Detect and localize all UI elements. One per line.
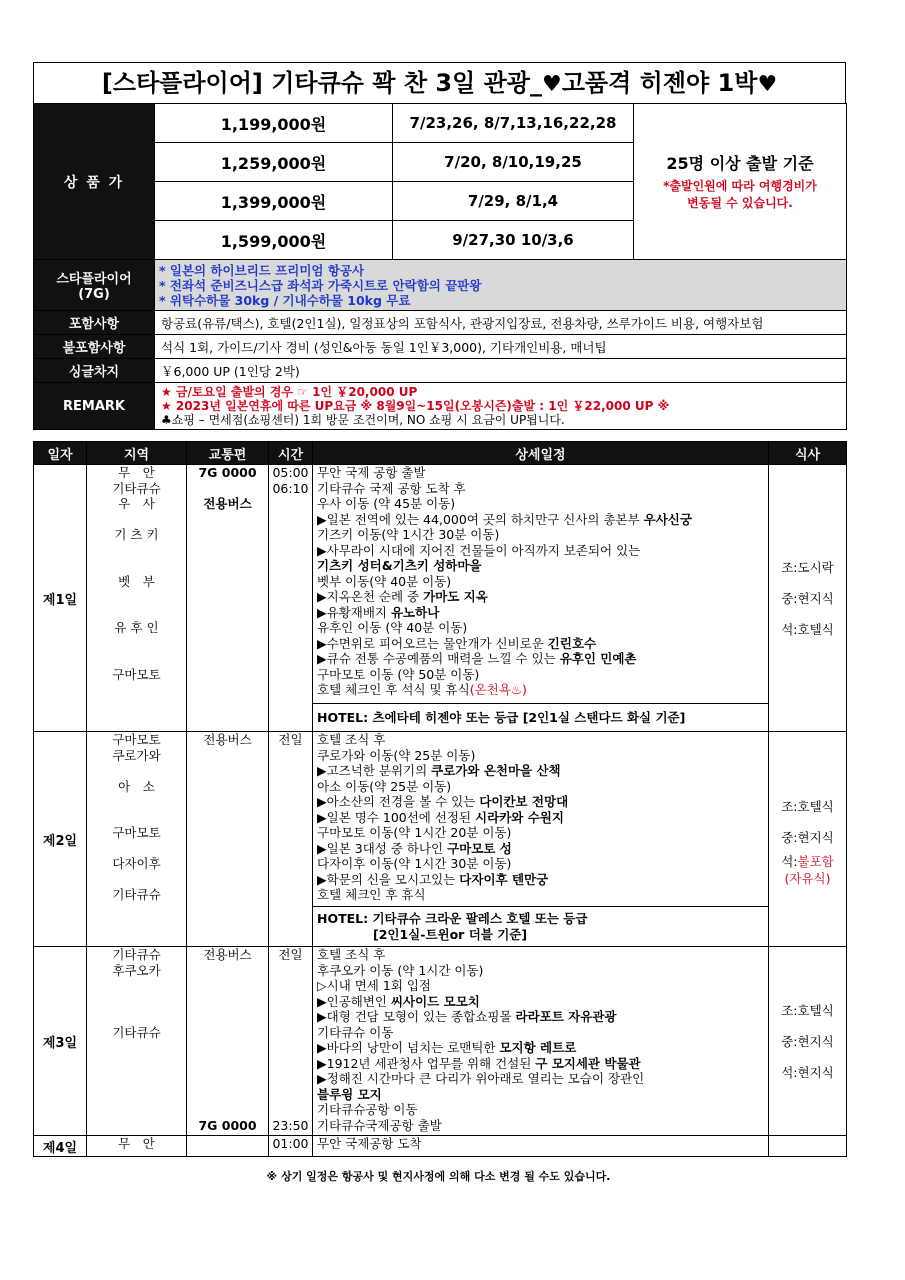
meal-day-4 bbox=[769, 1136, 847, 1157]
title-text-2: 고품격 히젠야 1박 bbox=[561, 69, 758, 97]
transport-day-1 bbox=[187, 465, 269, 732]
dates-4: 9/27,30 10/3,6 bbox=[393, 221, 634, 260]
meal-breakfast: 조:도시락 bbox=[781, 559, 834, 575]
list-item bbox=[89, 794, 184, 810]
remark-label: REMARK bbox=[34, 383, 155, 430]
header-day: 일자 bbox=[34, 442, 87, 465]
list-item bbox=[89, 810, 184, 826]
title-text: [스타플라이어] 기타큐슈 꽉 찬 3일 관광_ bbox=[101, 69, 542, 97]
detail-line: 기타큐슈국제공항 출발 bbox=[317, 1117, 442, 1133]
list-item bbox=[89, 558, 184, 574]
meals-day-2 bbox=[769, 732, 847, 947]
meal-breakfast: 조:호텔식 bbox=[781, 1002, 834, 1018]
detail-line: 기타큐슈 국제 공항 도착 후 bbox=[317, 480, 466, 496]
detail-line: 구마모토 이동 (약 50분 이동) bbox=[317, 666, 480, 682]
times-day-2 bbox=[269, 732, 313, 947]
departure-basis-title: 25명 이상 출발 기준 bbox=[666, 154, 814, 173]
list-item: 기 츠 키 bbox=[114, 527, 159, 542]
list-item: 벳 부 bbox=[118, 573, 155, 589]
regions-day-3 bbox=[87, 947, 187, 1136]
detail-line: 다자이후 이동(약 1시간 30분 이동) bbox=[317, 856, 512, 871]
page-title bbox=[33, 62, 846, 104]
detail-line: ▶아소산의 전경을 볼 수 있는 다이칸보 전망대 bbox=[317, 794, 569, 809]
transport-bus: 전용버스 bbox=[203, 947, 252, 962]
list-item: 7G 0000 bbox=[198, 465, 257, 480]
detail-line: 아소 이동(약 25분 이동) bbox=[317, 778, 452, 794]
list-item bbox=[89, 994, 184, 1010]
heart-icon-2: ♥ bbox=[757, 72, 778, 97]
transport-day-3 bbox=[187, 947, 269, 1136]
dates-3: 7/29, 8/1,4 bbox=[393, 182, 634, 221]
header-region: 지역 bbox=[87, 442, 187, 465]
schedule-table bbox=[33, 441, 847, 1157]
list-item bbox=[89, 872, 184, 888]
list-item: 쿠로가와 bbox=[112, 747, 161, 763]
single-label: 싱글차지 bbox=[34, 359, 155, 383]
detail-line: 기타큐슈 이동 bbox=[317, 1024, 394, 1040]
detail-line: 호텔 체크인 후 석식 및 휴식(온천욕♨) bbox=[317, 682, 527, 697]
detail-line: ▶정해진 시간마다 큰 다리가 위아래로 열리는 모습이 장관인 bbox=[317, 1071, 645, 1086]
meal-lunch: 중:현지식 bbox=[781, 1033, 834, 1049]
departure-basis bbox=[634, 104, 847, 260]
detail-line: ▶인공해변인 씨사이드 모모치 bbox=[317, 993, 480, 1009]
price-2: 1,259,000원 bbox=[155, 143, 393, 182]
meal-lunch: 중:현지식 bbox=[781, 830, 834, 845]
detail-line: 기츠키 성터&기츠키 성하마을 bbox=[317, 558, 482, 573]
list-item: 우 사 bbox=[118, 496, 155, 511]
transport-flight: 7G 0000 bbox=[198, 1117, 257, 1133]
details-day-3 bbox=[313, 947, 769, 1136]
detail-line: ▶큐슈 전통 수공예품의 매력을 느낄 수 있는 유후인 민예촌 bbox=[317, 651, 637, 666]
list-item bbox=[89, 636, 184, 652]
info-table bbox=[33, 103, 847, 430]
detail-line: ▶고즈넉한 분위기의 쿠로가와 온천마을 산책 bbox=[317, 763, 561, 778]
hotel-day-1: HOTEL: 츠에타테 히젠야 또는 등급 [2인1실 스탠다드 화실 기준] bbox=[313, 704, 769, 732]
detail-line: ▶바다의 낭만이 넘치는 로맨틱한 모지항 레트로 bbox=[317, 1040, 577, 1055]
airline-line: * 전좌석 준비즈니스급 좌석과 가죽시트로 안락함의 끝판왕 bbox=[159, 277, 482, 293]
list-item: 다자이후 bbox=[112, 856, 161, 871]
list-item: 05:00 bbox=[272, 465, 309, 480]
meal-breakfast: 조:호텔식 bbox=[781, 799, 834, 814]
excluded-text: 석식 1회, 가이드/기사 경비 (성인&아동 동일 1인￥3,000), 기타개인비용, 매너팁 bbox=[155, 335, 847, 359]
meals-day-3 bbox=[769, 947, 847, 1136]
list-item bbox=[89, 763, 184, 779]
list-item: 아 소 bbox=[118, 778, 155, 794]
detail-line: ▶사무라이 시대에 지어진 건물들이 아직까지 보존되어 있는 bbox=[317, 542, 641, 558]
regions-day-1 bbox=[87, 465, 187, 732]
day-1: 제1일 bbox=[34, 465, 87, 732]
list-item: 전일 bbox=[278, 732, 303, 747]
price-1: 1,199,000원 bbox=[155, 104, 393, 143]
detail-line: ▶일본 명수 100선에 선정된 시라카와 수원지 bbox=[317, 809, 564, 825]
included-text: 항공료(유류/택스), 호텔(2인1실), 일정표상의 포함식사, 관광지입장료, 전용차량, 쓰루가이드 비용, 여행자보험 bbox=[155, 311, 847, 335]
airline-line: * 일본의 하이브리드 프리미엄 항공사 bbox=[159, 262, 365, 278]
list-item bbox=[89, 512, 184, 528]
detail-line: ▶일본 3대성 중 하나인 구마모토 성 bbox=[317, 840, 512, 856]
day-2: 제2일 bbox=[34, 732, 87, 947]
day-3: 제3일 bbox=[34, 947, 87, 1136]
transport-day-4 bbox=[187, 1136, 269, 1157]
list-item: 구마모토 bbox=[112, 732, 161, 747]
price-label: 상 품 가 bbox=[34, 104, 155, 260]
detail-line: 우사 이동 (약 45분 이동) bbox=[317, 496, 456, 511]
detail-line: 기타큐슈공항 이동 bbox=[317, 1102, 418, 1117]
time-day-4: 01:00 bbox=[269, 1136, 313, 1157]
list-item bbox=[89, 605, 184, 621]
detail-line: 구마모토 이동(약 1시간 20분 이동) bbox=[317, 825, 512, 840]
list-item: 전용버스 bbox=[203, 496, 252, 511]
list-item bbox=[189, 481, 266, 497]
detail-line: ▶대형 건담 모형이 있는 종합쇼핑몰 라라포트 자유관광 bbox=[317, 1009, 617, 1024]
detail-line: 호텔 체크인 후 휴식 bbox=[317, 887, 426, 902]
header-time: 시간 bbox=[269, 442, 313, 465]
list-item: 06:10 bbox=[272, 480, 309, 496]
detail-line: 벳부 이동(약 40분 이동) bbox=[317, 573, 452, 589]
list-item bbox=[89, 1009, 184, 1025]
list-item: 기타큐슈 bbox=[112, 1024, 161, 1040]
details-day-2 bbox=[313, 732, 769, 907]
regions-day-2 bbox=[87, 732, 187, 947]
times-day-3 bbox=[269, 947, 313, 1136]
detail-line: 쿠로가와 이동(약 25분 이동) bbox=[317, 747, 476, 763]
airline-line: * 위탁수하물 30kg / 기내수하물 10kg 무료 bbox=[159, 292, 411, 308]
included-label: 포함사항 bbox=[34, 311, 155, 335]
details-day-1 bbox=[313, 465, 769, 704]
price-3: 1,399,000원 bbox=[155, 182, 393, 221]
meal-lunch: 중:현지식 bbox=[781, 590, 834, 606]
time-depart: 23:50 bbox=[272, 1117, 309, 1133]
hotel-day-2: HOTEL: 기타큐슈 크라운 팔레스 호텔 또는 등급 [2인1실-트윈or 더블 기준] bbox=[313, 907, 769, 947]
meal-dinner: 석:불포함 (자유식) bbox=[781, 854, 834, 886]
list-item: 구마모토 bbox=[112, 825, 161, 840]
detail-line: 유후인 이동 (약 40분 이동) bbox=[317, 620, 468, 635]
list-item: 기타큐슈 bbox=[112, 887, 161, 902]
remark-line: ★ 금/토요일 출발의 경우 ☞ 1인 ￥20,000 UP bbox=[161, 385, 418, 399]
time-allday: 전일 bbox=[278, 947, 303, 962]
detail-line: ▶지옥온천 순례 중 가마도 지옥 bbox=[317, 589, 488, 604]
footnote: ※ 상기 일정은 항공사 및 현지사정에 의해 다소 변경 될 수도 있습니다. bbox=[266, 1170, 611, 1183]
detail-line: 블루윙 모지 bbox=[317, 1086, 382, 1102]
list-item: 후쿠오카 bbox=[112, 962, 161, 978]
header-detail: 상세일정 bbox=[313, 442, 769, 465]
excluded-label: 불포함사항 bbox=[34, 335, 155, 359]
dates-2: 7/20, 8/10,19,25 bbox=[393, 143, 634, 182]
dates-1: 7/23,26, 8/7,13,16,22,28 bbox=[393, 104, 634, 143]
transport-day-2 bbox=[187, 732, 269, 947]
header-meal: 식사 bbox=[769, 442, 847, 465]
detail-line: ▷시내 면세 1회 입점 bbox=[317, 978, 432, 993]
remark-text bbox=[155, 383, 847, 430]
detail-line: 호텔 조식 후 bbox=[317, 947, 386, 962]
meal-dinner: 석:호텔식 bbox=[781, 621, 834, 637]
departure-basis-note: *출발인원에 따라 여행경비가 변동될 수 있습니다. bbox=[663, 179, 817, 210]
list-item bbox=[89, 651, 184, 667]
meal-dinner: 석:현지식 bbox=[781, 1064, 834, 1080]
list-item: 무 안 bbox=[118, 465, 155, 480]
detail-line: 무안 국제 공항 출발 bbox=[317, 465, 426, 480]
list-item bbox=[89, 589, 184, 605]
list-item bbox=[89, 978, 184, 994]
single-text: ￥6,000 UP (1인당 2박) bbox=[155, 359, 847, 383]
detail-line: ▶유황재배지 유노하나 bbox=[317, 604, 440, 620]
times-day-1 bbox=[269, 465, 313, 732]
list-item: 전용버스 bbox=[203, 732, 252, 747]
detail-line: 기즈키 이동(약 1시간 30분 이동) bbox=[317, 527, 500, 542]
heart-icon: ♥ bbox=[542, 72, 562, 97]
detail-line: 호텔 조식 후 bbox=[317, 732, 386, 747]
detail-line: ▶1912년 세관청사 업무를 위해 건설된 구 모지세관 박물관 bbox=[317, 1055, 641, 1071]
detail-line: 후쿠오카 이동 (약 1시간 이동) bbox=[317, 962, 484, 978]
detail-line: ▶일본 전역에 있는 44,000여 곳의 하치만구 신사의 총본부 우사신궁 bbox=[317, 511, 692, 527]
header-transport: 교통편 bbox=[187, 442, 269, 465]
list-item: 구마모토 bbox=[112, 666, 161, 682]
list-item bbox=[89, 543, 184, 559]
meals-day-1 bbox=[769, 465, 847, 732]
list-item bbox=[89, 841, 184, 857]
day-4: 제4일 bbox=[34, 1136, 87, 1157]
list-item: 기타큐슈 bbox=[112, 480, 161, 496]
price-4: 1,599,000원 bbox=[155, 221, 393, 260]
detail-line: ▶학문의 신을 모시고있는 다자이후 텐만궁 bbox=[317, 871, 549, 887]
airline-info bbox=[155, 260, 847, 311]
list-item: 기타큐슈 bbox=[112, 947, 161, 962]
detail-day-4: 무안 국제공항 도착 bbox=[313, 1136, 769, 1157]
detail-line: ▶수면위로 피어오르는 물안개가 신비로운 긴린호수 bbox=[317, 635, 597, 651]
remark-line: ♣쇼핑 – 면세점(쇼핑센터) 1회 방문 조건이며, NO 쇼핑 시 요금이 UP됩니다. bbox=[161, 413, 565, 427]
list-item: 유 후 인 bbox=[114, 620, 159, 635]
airline-label: 스타플라이어 (7G) bbox=[34, 260, 155, 311]
remark-line: ★ 2023년 일본연휴에 따른 UP요금 ※ 8월9일~15일(오봉시즌)출발 : 1인 ￥22,000 UP ※ bbox=[161, 399, 670, 413]
region-day-4: 무 안 bbox=[87, 1136, 187, 1157]
